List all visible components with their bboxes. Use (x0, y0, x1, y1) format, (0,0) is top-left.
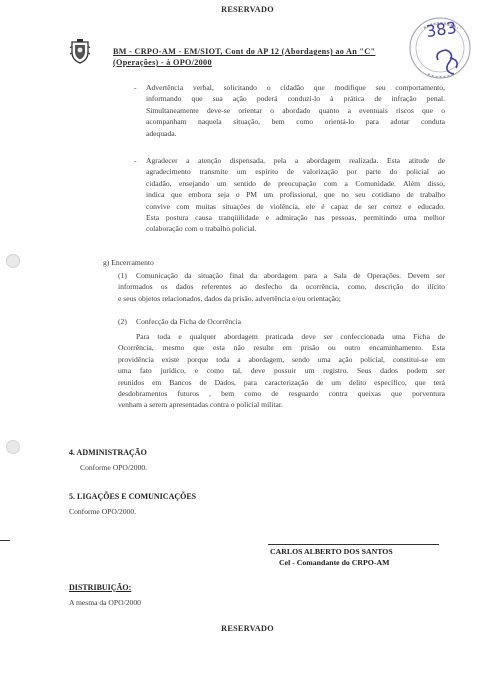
text-line: Agradecer a atenção dispensada, pela a abordagem realizada. Esta atitude de (146, 156, 445, 165)
text-line: e seus objetos relacionados, dados da prisão, advertência e/ou orientação; (118, 293, 341, 303)
text-line: uma fato jurídico, e como tal, deve possuir um registro. Seus dados podem ser (118, 366, 445, 376)
text-line: Comunicação da situação final da abordagem para a Sala de Operações. Devem ser (136, 271, 445, 280)
text-line: agradecimento transmite um espírito de valorização por parte do policial ao (146, 167, 445, 177)
title-line-1: BM - CRPO-AM - EM/SIOT, Cont do AP 12 (Abordagens) ao An "C" (113, 47, 376, 56)
title-line-2: (Operações) - à OPO/2000 (113, 58, 212, 67)
bullet-dash: - (134, 83, 137, 92)
section-5-heading: 5. LIGAÇÕES E COMUNICAÇÕES (69, 492, 197, 501)
distribution-body: A mesma da OPO/2000 (69, 598, 141, 607)
item-number: (2) (118, 317, 127, 326)
item-number: (1) (118, 271, 127, 280)
text-line: Ocorrência, mesmo que esta não resulte em prisão ou outro encaminhamento. Esta (118, 343, 445, 353)
text-line: Esta postura causa tranqüilidade e admiração nas pessoas, permitindo uma melhor (146, 213, 445, 223)
section-4-heading: 4. ADMINISTRAÇÃO (69, 448, 147, 457)
text-line: acompanham naquela situação, bem como orientá-lo para adotar conduta (146, 117, 445, 127)
signatory-name: CARLOS ALBERTO DOS SANTOS (270, 547, 393, 556)
text-line: Simultaneamente deve-se orientar o abordado quanto a eventuais riscos que o (146, 105, 445, 115)
binder-hole (6, 254, 20, 268)
document-title (113, 47, 433, 67)
bullet-paragraph (146, 82, 445, 139)
signatory-role: Cel - Comandante do CRPO-AM (279, 558, 390, 567)
text-line: colaboração com o trabalho policial. (146, 224, 257, 234)
bullet-dash: - (134, 156, 137, 165)
section-g-label: g) Encerramento (103, 258, 154, 267)
text-line: Advertência verbal, solicitando o cidadão que modifique seu comportamento, (146, 83, 445, 92)
footer-classification: RESERVADO (221, 624, 274, 633)
item-paragraph (136, 270, 445, 281)
bullet-paragraph (146, 155, 445, 235)
distribution-heading: DISTRIBUIÇÃO: (69, 583, 132, 592)
coat-of-arms-icon (69, 39, 91, 64)
header-classification: RESERVADO (221, 5, 274, 14)
section-4-body: Conforme OPO/2000. (80, 463, 148, 472)
edge-mark (0, 540, 10, 541)
text-line: informando que sua ação poderá conduzi-lo à prática de infração penal. (146, 94, 445, 104)
handwritten-page-number: 383 (424, 17, 458, 42)
text-line: indica que embora seja o PM um profissional, que no seu cotidiano de trabalho (146, 190, 445, 200)
item-paragraph (136, 331, 445, 342)
item-heading: Confecção da Ficha de Ocorrência (136, 317, 241, 326)
handwritten-initials-icon (437, 50, 457, 74)
text-line: providência existe porque toda a abordagem, sendo uma ação policial, constitui-se em (118, 354, 445, 364)
text-line: cidadão, ensejando um sentido de preocupação com a Comunidade. Além disso, (146, 178, 445, 188)
signature-line (268, 544, 439, 545)
item-paragraph-cont (118, 281, 445, 304)
text-line: desdobramentos futuros , bem como de resguardo contra queixas que porventura (118, 389, 445, 399)
binder-hole (6, 440, 20, 454)
text-line: reunidos em Bancos de Dados, para caracterização de um delito específico, que terá (118, 377, 445, 387)
text-line: convive com muitas situações de violência, ele é capaz de ser cortez e educado. (146, 201, 445, 211)
text-line: informados os dados referentes ao desfecho da ocorrência, como, descrição do ilícito (118, 282, 445, 292)
text-line: venham a serem apresentadas contra o policial militar. (118, 400, 283, 410)
text-line: adequada. (146, 128, 177, 138)
section-5-body: Conforme OPO/2000. (69, 507, 137, 516)
text-line: Para toda e qualquer abordagem praticada deve ser confeccionada uma Ficha de (136, 332, 445, 341)
item-paragraph-cont (118, 342, 445, 410)
